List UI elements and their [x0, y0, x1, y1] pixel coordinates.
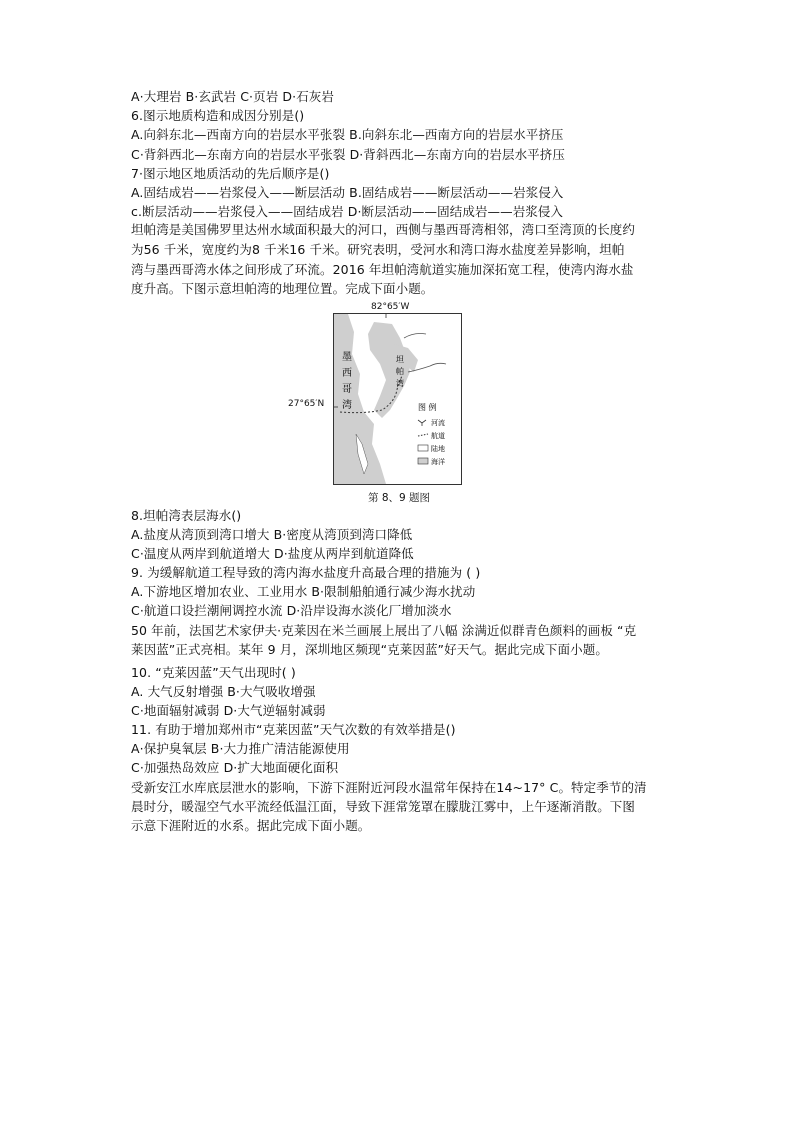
bay-label-2: 帕 [396, 367, 404, 376]
legend-river-label: 河流 [431, 419, 445, 427]
passage-tampa-line4: 度升高。下图示意坦帕湾的地理位置。完成下面小题。 [131, 281, 434, 296]
map-latitude-label: 27°65′N [288, 399, 325, 409]
tampa-bay-map [333, 313, 462, 485]
gulf-label-2: 西 [342, 368, 352, 379]
q9-stem: 9. 为缓解航道工程导致的湾内海水盐度升高最合理的措施为 ( ) [131, 565, 481, 580]
q8-option-cd: C·温度从两岸到航道增大 D·盐度从两岸到航道降低 [131, 546, 414, 561]
legend-land-label: 陆地 [431, 445, 445, 453]
map-svg [334, 314, 461, 484]
q11-stem: 11. 有助于增加郑州市“克莱因蓝”天气次数的有效举措是() [131, 722, 456, 737]
q8-stem: 8.坦帕湾表层海水() [131, 508, 242, 523]
gulf-label-3: 哥 [342, 384, 352, 395]
legend-title: 图 例 [418, 403, 437, 412]
bay-label-3: 湾 [396, 379, 404, 388]
q6-option-ab: A.向斜东北—西南方向的岩层水平张裂 B.向斜东北—西南方向的岩层水平挤压 [131, 127, 564, 142]
q8-option-ab: A.盐度从湾顶到湾口增大 B·密度从湾顶到湾口降低 [131, 527, 413, 542]
legend-sea-label: 海洋 [431, 458, 445, 466]
gulf-label-4: 湾 [342, 400, 352, 411]
passage-tampa-line3: 湾与墨西哥湾水体之间形成了环流。2016 年坦帕湾航道实施加深拓宽工程，使湾内海水盐 [131, 262, 634, 277]
legend-sea-symbol [418, 458, 428, 464]
q7-stem: 7·图示地区地质活动的先后顺序是() [131, 166, 330, 181]
passage-xiaya-line2: 晨时分，暖湿空气水平流经低温江面，导致下涯常笼罩在朦胧江雾中，上午逐渐消散。下图 [131, 799, 636, 814]
q6-stem: 6.图示地质构造和成因分别是() [131, 108, 305, 123]
q9-option-cd: C·航道口设拦潮闸调控水流 D·沿岸设海水淡化厂增加淡水 [131, 603, 452, 618]
passage-klein-line2: 莱因蓝”正式亮相。某年 9 月，深圳地区频现“克莱因蓝”好天气。据此完成下面小题。 [131, 642, 608, 657]
q10-option-ab: A. 大气反射增强 B·大气吸收增强 [131, 684, 316, 699]
q10-option-cd: C·地面辐射减弱 D·大气逆辐射减弱 [131, 703, 326, 718]
legend-channel-label: 航道 [431, 432, 445, 440]
q7-option-cd: c.断层活动——岩浆侵入——固结成岩 D·断层活动——固结成岩——岩浆侵入 [131, 204, 564, 219]
q9-option-ab: A.下游地区增加农业、工业用水 B·限制船舶通行减少海水扰动 [131, 584, 476, 599]
map-longitude-label: 82°65′W [371, 302, 410, 312]
q11-option-ab: A·保护臭氧层 B·大力推广清洁能源使用 [131, 741, 350, 756]
q10-stem: 10. “克莱因蓝”天气出现时( ) [131, 665, 296, 680]
passage-tampa-line1: 坦帕湾是美国佛罗里达州水域面积最大的河口，西侧与墨西哥湾相邻，湾口至湾顶的长度约 [131, 222, 636, 237]
q6-option-cd: C·背斜西北—东南方向的岩层水平张裂 D·背斜西北—东南方向的岩层水平挤压 [131, 147, 565, 162]
bay-label-1: 坦 [396, 355, 404, 364]
passage-xiaya-line3: 示意下涯附近的水系。据此完成下面小题。 [131, 818, 371, 833]
legend-land-symbol [418, 445, 428, 451]
passage-xiaya-line1: 受新安江水库底层泄水的影响，下游下涯附近河段水温常年保持在14~17° C。特定季节的清 [131, 780, 647, 795]
legend-channel-symbol [418, 434, 428, 436]
passage-tampa-line2: 为56 千米，宽度约为8 千米16 千米。研究表明，受河水和湾口海水盐度差异影响，坦帕 [131, 242, 625, 257]
q7-option-ab: A.固结成岩——岩浆侵入——断层活动 B.固结成岩——断层活动——岩浆侵入 [131, 185, 564, 200]
q11-option-cd: C·加强热岛效应 D·扩大地面硬化面积 [131, 760, 339, 775]
gulf-label-1: 墨 [342, 352, 352, 363]
legend-river-symbol [418, 420, 426, 426]
passage-klein-line1: 50 年前，法国艺术家伊夫·克莱因在米兰画展上展出了八幅 涂满近似群青色颜料的画板 “克 [131, 623, 637, 638]
river-line [404, 334, 426, 339]
q5-options: A·大理岩 B·玄武岩 C·页岩 D·石灰岩 [131, 89, 334, 104]
figure-caption: 第 8、9 题图 [368, 492, 431, 504]
